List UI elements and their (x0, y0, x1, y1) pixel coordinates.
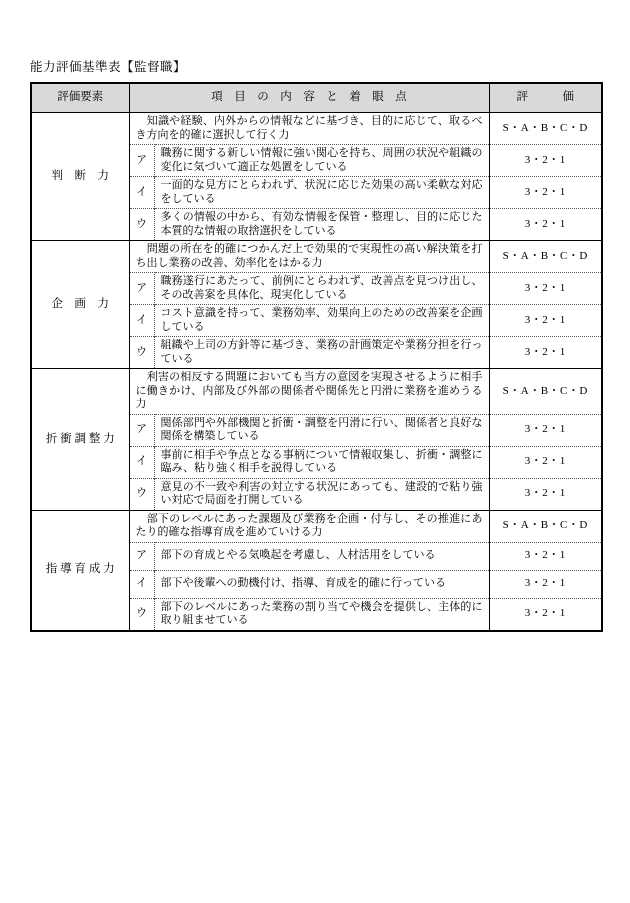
rating-scale-cell: 3・2・1 (489, 570, 602, 598)
rating-scale-cell: 3・2・1 (489, 478, 602, 510)
item-label-cell: イ (129, 305, 154, 337)
item-label-cell: ア (129, 542, 154, 570)
item-label-cell: ア (129, 145, 154, 177)
item-label-cell: ウ (129, 598, 154, 631)
rating-scale-cell: 3・2・1 (489, 542, 602, 570)
rating-scale-cell: 3・2・1 (489, 273, 602, 305)
item-text-cell: 部下のレベルにあった業務の割り当てや機会を提供し、主体的に取り組ませている (154, 598, 489, 631)
table-row (31, 510, 602, 542)
header-item-content: 項 目 の 内 容 と 着 眼 点 (129, 83, 489, 113)
category-negotiation: 折 衝 調 整 力 (31, 369, 129, 511)
item-text-cell: 部下の育成とやる気喚起を考慮し、人材活用をしている (154, 542, 489, 570)
item-text-cell: 意見の不一致や利害の対立する状況にあっても、建設的で粘り強い対応で局面を打開している (154, 478, 489, 510)
evaluation-criteria-table (30, 82, 603, 632)
item-text-cell: 職務遂行にあたって、前例にとらわれず、改善点を見つけ出し、その改善案を具体化、現実化している (154, 273, 489, 305)
item-text-cell: 関係部門や外部機関と折衝・調整を円滑に行い、関係者と良好な関係を構築している (154, 414, 489, 446)
document-title: 能力評価基準表【監督職】 (30, 60, 187, 74)
item-text-cell: 部下や後輩への動機付け、指導、育成を的確に行っている (154, 570, 489, 598)
rating-scale-cell: 3・2・1 (489, 598, 602, 631)
table-header-row (31, 83, 602, 113)
rating-scale-cell: 3・2・1 (489, 414, 602, 446)
rating-scale-cell: S・A・B・C・D (489, 113, 602, 145)
summary-cell: 利害の相反する問題においても当方の意図を実現させるように相手に働きかけ、内部及び外部の関係者や関係先と円滑に業務を進めうる力 (129, 369, 489, 415)
item-label-cell: ウ (129, 337, 154, 369)
item-label-cell: ウ (129, 478, 154, 510)
rating-scale-cell: 3・2・1 (489, 337, 602, 369)
category-judgment: 判 断 力 (31, 113, 129, 241)
rating-scale-cell: 3・2・1 (489, 145, 602, 177)
item-text-cell: 組織や上司の方針等に基づき、業務の計画策定や業務分担を行っている (154, 337, 489, 369)
rating-scale-cell: S・A・B・C・D (489, 369, 602, 415)
rating-scale-cell: S・A・B・C・D (489, 241, 602, 273)
summary-cell: 問題の所在を的確につかんだ上で効果的で実現性の高い解決策を打ち出し業務の改善、効率化をはかる力 (129, 241, 489, 273)
category-guidance: 指 導 育 成 力 (31, 510, 129, 631)
header-rating: 評 価 (489, 83, 602, 113)
table-row (31, 113, 602, 145)
category-planning: 企 画 力 (31, 241, 129, 369)
table-row (31, 369, 602, 415)
item-label-cell: イ (129, 177, 154, 209)
item-label-cell: ア (129, 273, 154, 305)
rating-scale-cell: 3・2・1 (489, 177, 602, 209)
rating-scale-cell: 3・2・1 (489, 446, 602, 478)
rating-scale-cell: 3・2・1 (489, 305, 602, 337)
summary-cell: 部下のレベルにあった課題及び業務を企画・付与し、その推進にあたり的確な指導育成を進めていける力 (129, 510, 489, 542)
header-evaluation-element: 評価要素 (31, 83, 129, 113)
item-text-cell: 多くの情報の中から、有効な情報を保管・整理し、目的に応じた本質的な情報の取捨選択をしている (154, 209, 489, 241)
rating-scale-cell: 3・2・1 (489, 209, 602, 241)
rating-scale-cell: S・A・B・C・D (489, 510, 602, 542)
table-row (31, 241, 602, 273)
item-label-cell: ウ (129, 209, 154, 241)
item-label-cell: イ (129, 446, 154, 478)
item-text-cell: 一面的な見方にとらわれず、状況に応じた効果の高い柔軟な対応をしている (154, 177, 489, 209)
item-label-cell: イ (129, 570, 154, 598)
item-text-cell: 職務に関する新しい情報に強い関心を持ち、周囲の状況や組織の変化に気づいて適正な処置をしている (154, 145, 489, 177)
item-text-cell: 事前に相手や争点となる事柄について情報収集し、折衝・調整に臨み、粘り強く相手を説得している (154, 446, 489, 478)
item-text-cell: コスト意識を持って、業務効率、効果向上のための改善案を企画している (154, 305, 489, 337)
summary-cell: 知識や経験、内外からの情報などに基づき、目的に応じて、取るべき方向を的確に選択して行く力 (129, 113, 489, 145)
item-label-cell: ア (129, 414, 154, 446)
